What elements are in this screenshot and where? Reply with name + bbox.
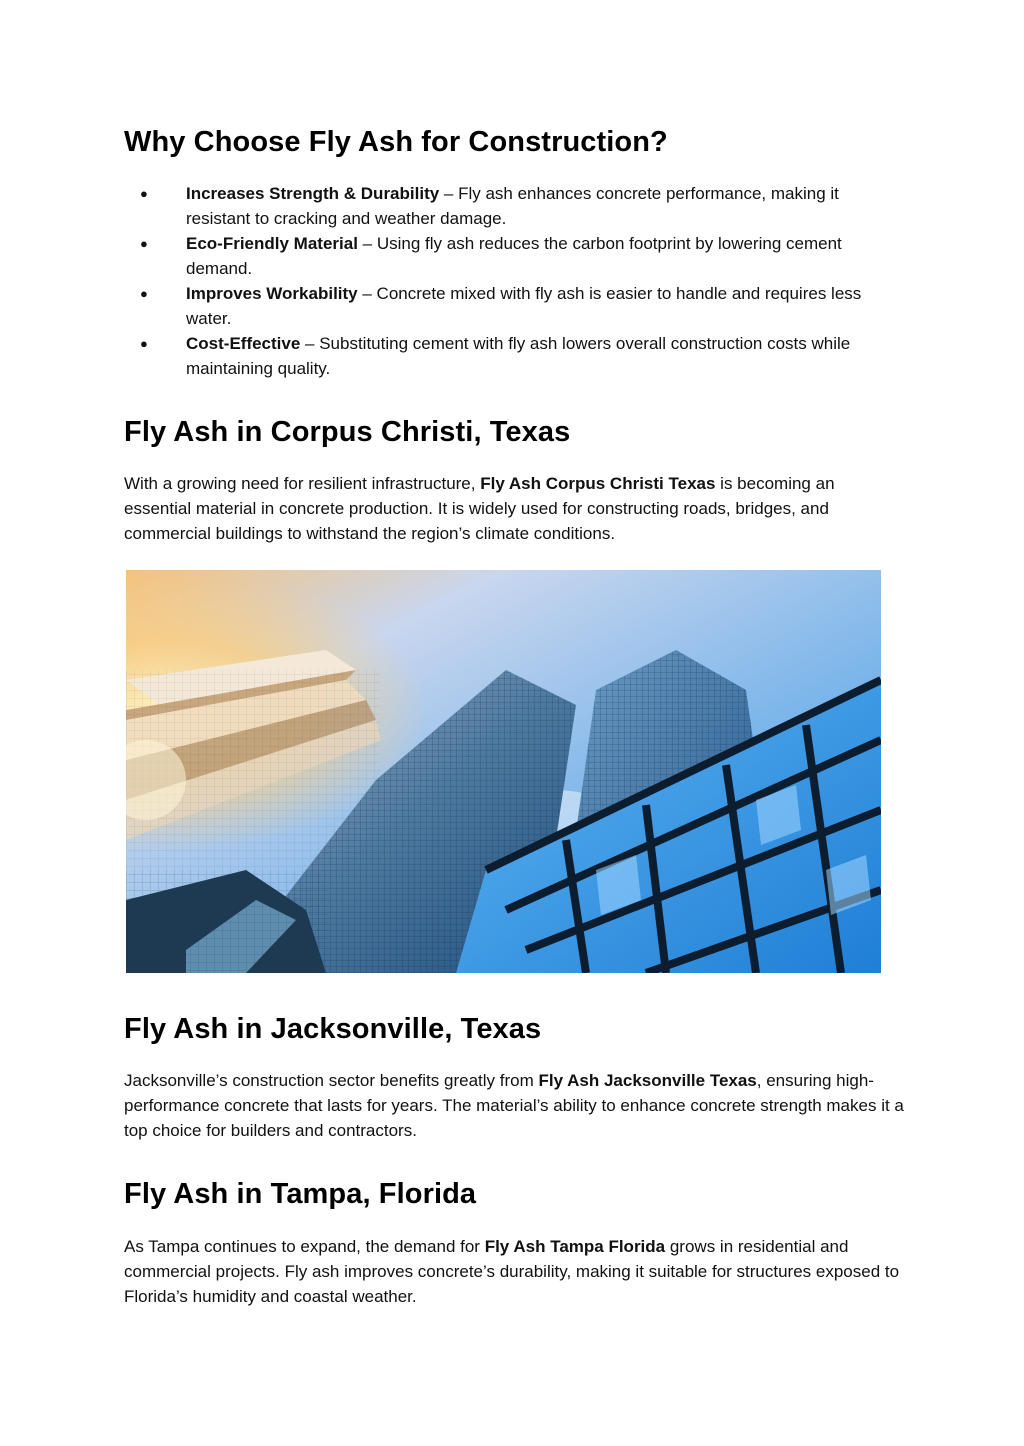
skyscrapers-photo <box>126 570 881 973</box>
benefit-text: – Substituting cement with fly ash lowers overall construction costs while maintaining quality. <box>186 334 851 378</box>
benefit-title: Improves Workability <box>186 284 358 303</box>
keyword-bold: Fly Ash Jacksonville Texas <box>538 1071 757 1090</box>
benefit-text: – Using fly ash reduces the carbon footprint by lowering cement demand. <box>186 234 842 278</box>
section-heading-jacksonville: Fly Ash in Jacksonville, Texas <box>124 1013 542 1045</box>
benefit-title: Increases Strength & Durability <box>186 184 440 203</box>
list-item <box>124 231 904 281</box>
bullet-icon: ● <box>140 286 148 301</box>
keyword-bold: Fly Ash Tampa Florida <box>484 1237 666 1256</box>
paragraph-text: , ensuring high-performance concrete that lasts for years. The material’s ability to enhance concrete strength makes it a top choice for builders and contractors. <box>124 1071 904 1140</box>
paragraph-text: Jacksonville’s construction sector benefits greatly from <box>124 1071 539 1090</box>
benefits-list <box>124 181 904 381</box>
bullet-icon: ● <box>140 336 148 351</box>
bullet-icon: ● <box>140 236 148 251</box>
benefit-text: – Fly ash enhances concrete performance, making it resistant to cracking and weather damage. <box>186 184 839 228</box>
keyword-bold: Fly Ash Corpus Christi Texas <box>480 474 716 493</box>
paragraph-text: With a growing need for resilient infrastructure, <box>124 474 481 493</box>
list-item <box>124 181 904 231</box>
paragraph-text: As Tampa continues to expand, the demand for <box>124 1237 485 1256</box>
list-item <box>124 331 904 381</box>
list-item <box>124 281 904 331</box>
paragraph-tampa <box>124 1234 904 1309</box>
bullet-icon: ● <box>140 186 148 201</box>
paragraph-jacksonville <box>124 1068 904 1143</box>
paragraph-text: is becoming an essential material in concrete production. It is widely used for constructing roads, bridges, and commercial buildings to withstand the region’s climate conditions. <box>124 474 835 543</box>
paragraph-corpus-christi <box>124 471 904 546</box>
section-heading-why-fly-ash: Why Choose Fly Ash for Construction? <box>124 126 668 158</box>
paragraph-text: grows in residential and commercial projects. Fly ash improves concrete’s durability, making it suitable for structures exposed to Florida’s humidity and coastal weather. <box>124 1237 900 1306</box>
benefit-title: Eco-Friendly Material <box>186 234 358 253</box>
benefit-text: – Concrete mixed with fly ash is easier to handle and requires less water. <box>186 284 862 328</box>
section-heading-corpus-christi: Fly Ash in Corpus Christi, Texas <box>124 416 571 448</box>
benefit-title: Cost-Effective <box>186 334 301 353</box>
section-heading-tampa: Fly Ash in Tampa, Florida <box>124 1178 477 1210</box>
